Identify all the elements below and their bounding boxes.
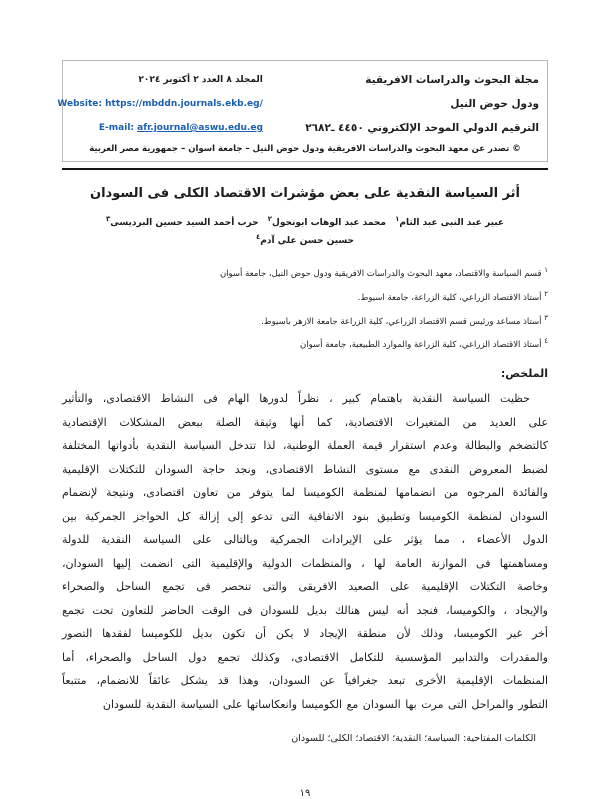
author-3-affiliation-mark: ٣: [105, 215, 111, 223]
author-3-name: حرب أحمد السيد حسين البرديسى: [110, 218, 259, 228]
affiliation-4-text: أستاذ الاقتصاد الزراعي، كلية الزراعة والموارد الطبيعية، جامعة أسوان: [300, 340, 542, 351]
journal-issn-line: الترقيم الدولي الموحد الإلكتروني ٤٤٥٠ ـ٢٦٨٢: [305, 122, 539, 134]
abstract-line: وخاصة التكتلات الإقليمية على الصعيد الافريقى والتى تنحصر فى تجمع الساحل والصحراء: [62, 580, 548, 594]
authors-line: [62, 212, 548, 248]
author-4-name: حسين حسن علي آدم: [260, 236, 355, 246]
author-1: [395, 215, 505, 228]
author-3: [105, 215, 259, 228]
affiliation-1: [62, 260, 548, 284]
email-label: E-mail:: [98, 123, 135, 133]
article-title: أثر السياسة النقدية على بعض مؤشرات الاقتصاد الكلى فى السودان: [89, 186, 520, 201]
publisher-copyright-line: © تصدر عن معهد البحوث والدراسات الافريقية ودول حوض النيل – جامعة اسوان – جمهورية مصر العربية: [89, 144, 521, 154]
header-divider-rule: [62, 168, 548, 170]
affiliation-2-text: أستاذ الاقتصاد الزراعي، كلية الزراعة، جامعة اسيوط.: [357, 292, 542, 303]
abstract-heading: الملخص:: [500, 367, 548, 381]
abstract-line: ومساهمتها فى الموازنة العامة لها ، والمنظمات الدولية والإقليمية التى انضمت إليها السودان،: [62, 556, 548, 570]
abstract-line: الدول الأعضاء ، مما يؤثر على الإيرادات الجمركية وبالتالى على السياسة النقدية للدولة: [62, 533, 548, 547]
affiliation-2-mark: ٢: [544, 289, 548, 298]
journal-header-grid: [57, 68, 539, 140]
abstract-line: والمقدرات والتدابير المؤسسية للتكامل الاقتصادى، وكذلك تجمع دول الساحل والصحراء، أما: [62, 650, 548, 664]
author-2-affiliation-mark: ٢: [267, 215, 273, 223]
abstract-line: حظيت السياسة النقدية باهتمام كبير ، نظراً لدورها الهام فى النشاط الاقتصادى، والتأثير: [62, 392, 530, 406]
affiliation-4: [62, 331, 548, 355]
affiliation-3: [62, 308, 548, 332]
journal-identity-column: [263, 68, 539, 140]
abstract-line: كالتضخم والبطالة وعدم استقرار قيمة العملة الوطنية، لذا تتدخل السياسة النقدية بأدواتها المختلفة: [62, 439, 548, 453]
author-4: [255, 233, 355, 246]
abstract-line: لضبط المعروض النقدى مع مستوى النشاط الاقتصادى، ونجد حاجة السودان للتكتلات الإقليمية: [62, 462, 548, 476]
abstract-line: على العديد من المتغيرات الاقتصادية، كما أنها وثيقة الصلة ببعض المشكلات الإقتصادية: [62, 415, 548, 429]
volume-issue-line: المجلد ٨ العدد ٢ أكتوبر ٢٠٢٤: [138, 75, 263, 85]
website-label: Website:: [57, 99, 102, 109]
email-address-link[interactable]: afr.journal@aswu.edu.eg: [137, 123, 263, 133]
keywords-line: الكلمات المفتاحية: السياسة؛ النقدية؛ الاقتصاد؛ الكلى؛ للسودان: [291, 733, 536, 745]
author-1-name: عبير عبد النبى عبد التام: [399, 218, 505, 228]
affiliations-list: [62, 260, 548, 355]
abstract-line: والفائدة المرجوه من انضمامها لمنظمة الكوميسا لما يتوفر من تعاون اقتصادى، ونتيجة لإنضمام: [62, 486, 548, 500]
author-4-affiliation-mark: ٤: [255, 233, 261, 241]
abstract-line: المنظمات الإقليمية الأخرى تبعد جغرافياً عن السودان، وهذا قد يشكل عائقاً للانضمام، متتبعاً: [62, 674, 548, 688]
affiliation-3-mark: ٣: [544, 313, 548, 322]
affiliation-3-text: أستاذ مساعد ورئيس قسم الاقتصاد الزراعي، كلية الزراعة جامعة الازهر باسيوط.: [261, 316, 542, 327]
email-line: [57, 116, 263, 140]
affiliation-1-text: قسم السياسة والاقتصاد، معهد البحوث والدراسات الافريقية ودول حوض النيل، جامعة أسوان: [219, 268, 542, 279]
author-2-name: محمد عبد الوهاب ابونحول: [272, 218, 386, 228]
website-url-link[interactable]: https://mbddn.journals.ekb.eg/: [105, 99, 263, 109]
author-1-affiliation-mark: ١: [395, 215, 400, 223]
affiliation-4-mark: ٤: [544, 337, 548, 346]
abstract-line: السودان لمنظمة الكوميسا وتطبيق بنود الاتفاقية التى تدعو إلى إزالة كل الحواجز الجمركية بين: [62, 509, 548, 523]
abstract-line: أخر غير الكوميسا، وذلك لأن منطقة الإيجاد لا يكن أن تكون بديل للكوميسا لفقدها التصور: [62, 627, 548, 641]
abstract-line: التطور والمراحل التى مرت بها السودان مع الكوميسا وانعكاساتها على السياسة النقدية للسودان: [102, 697, 548, 711]
journal-issue-column: [57, 68, 263, 140]
journal-header-box: [57, 60, 548, 162]
journal-name-line2: ودول حوض النيل: [450, 98, 539, 110]
affiliation-2: [62, 284, 548, 308]
website-line: [57, 92, 263, 116]
abstract-line: والإيجاد ، والكوميسا، فنجد أنه ليس هنالك بديل للسودان فى الوقت الحاضر للتعاون تحت تجمع: [62, 603, 548, 617]
author-2: [267, 215, 386, 228]
abstract-body: [62, 387, 548, 716]
journal-name-line1: مجلة البحوث والدراسات الافريقية: [365, 74, 539, 86]
page-number: ١٩: [299, 788, 311, 799]
affiliation-1-mark: ١: [544, 266, 548, 274]
